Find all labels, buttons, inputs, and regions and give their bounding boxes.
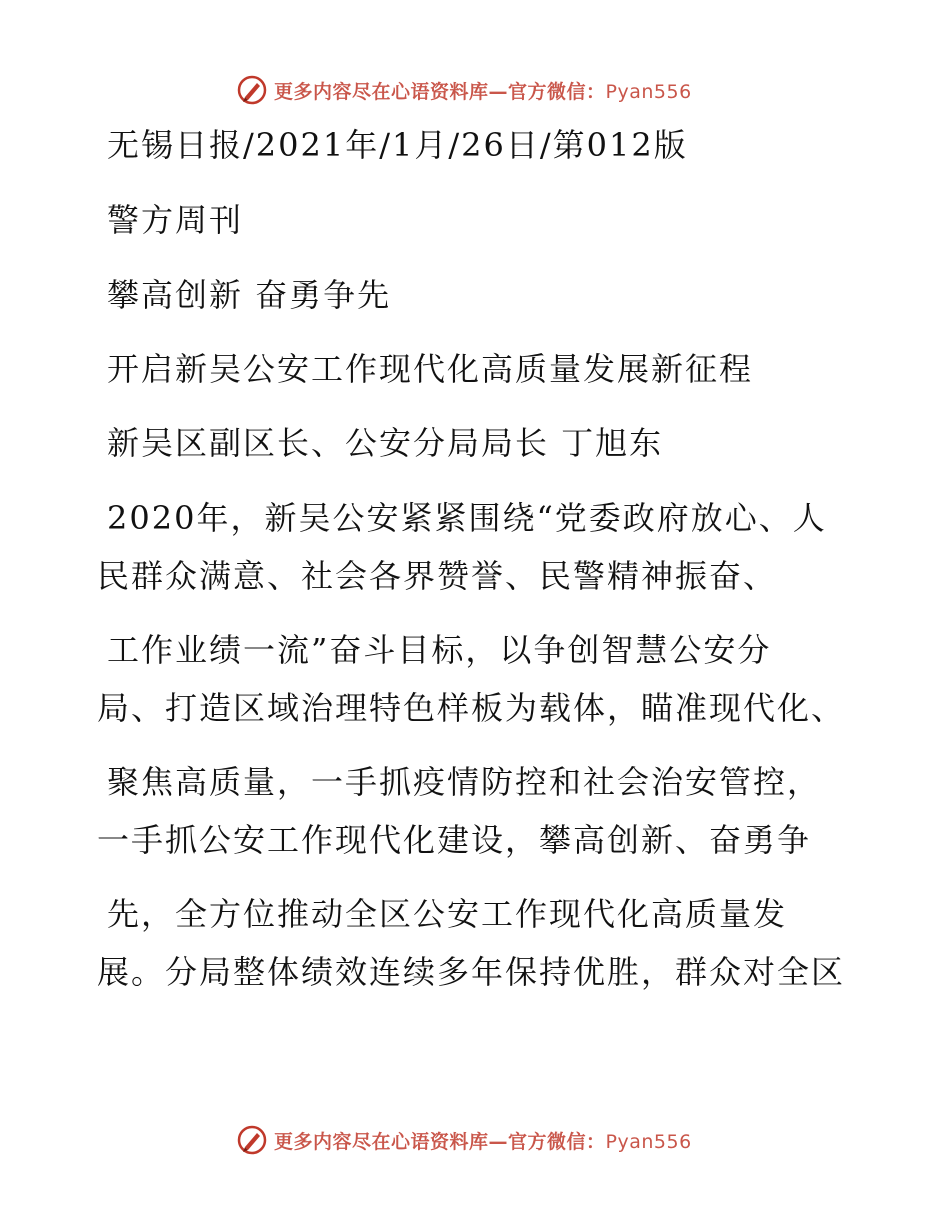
watermark-text-cn: 更多内容尽在心语资料库—官方微信： [274, 1130, 606, 1153]
watermark-text-cn: 更多内容尽在心语资料库—官方微信： [274, 80, 606, 103]
column-title: 警方周刊 [107, 201, 244, 239]
body-line: 一手抓公安工作现代化建设，攀高创新、奋勇争 [97, 821, 812, 859]
watermark-wechat-id: Pyan556 [605, 1130, 692, 1153]
watermark-footer [236, 1122, 692, 1158]
pen-logo-icon [236, 1124, 268, 1156]
body-line: 聚焦高质量，一手抓疫情防控和社会治安管控， [107, 763, 822, 801]
body-line: 展。分局整体绩效连续多年保持优胜，群众对全区 [97, 953, 846, 991]
headline: 攀高创新 奋勇争先 [107, 276, 392, 314]
body-line: 2020年，新吴公安紧紧围绕“党委政府放心、人 [107, 499, 827, 537]
body-line: 局、打造区域治理特色样板为载体，瞄准现代化、 [97, 689, 846, 727]
watermark-text [274, 77, 692, 104]
watermark-text [274, 1127, 692, 1154]
body-line: 民群众满意、社会各界赞誉、民警精神振奋、 [97, 557, 778, 595]
source-line: 无锡日报/2021年/1月/26日/第012版 [107, 126, 688, 164]
watermark-wechat-id: Pyan556 [605, 80, 692, 103]
subheadline: 开启新吴公安工作现代化高质量发展新征程 [107, 350, 754, 388]
body-line: 先，全方位推动全区公安工作现代化高质量发 [107, 895, 788, 933]
author-line: 新吴区副区长、公安分局局长 丁旭东 [107, 424, 664, 462]
pen-logo-icon [236, 74, 268, 106]
watermark-header [236, 72, 692, 108]
body-line: 工作业绩一流”奋斗目标，以争创智慧公安分 [107, 631, 772, 669]
